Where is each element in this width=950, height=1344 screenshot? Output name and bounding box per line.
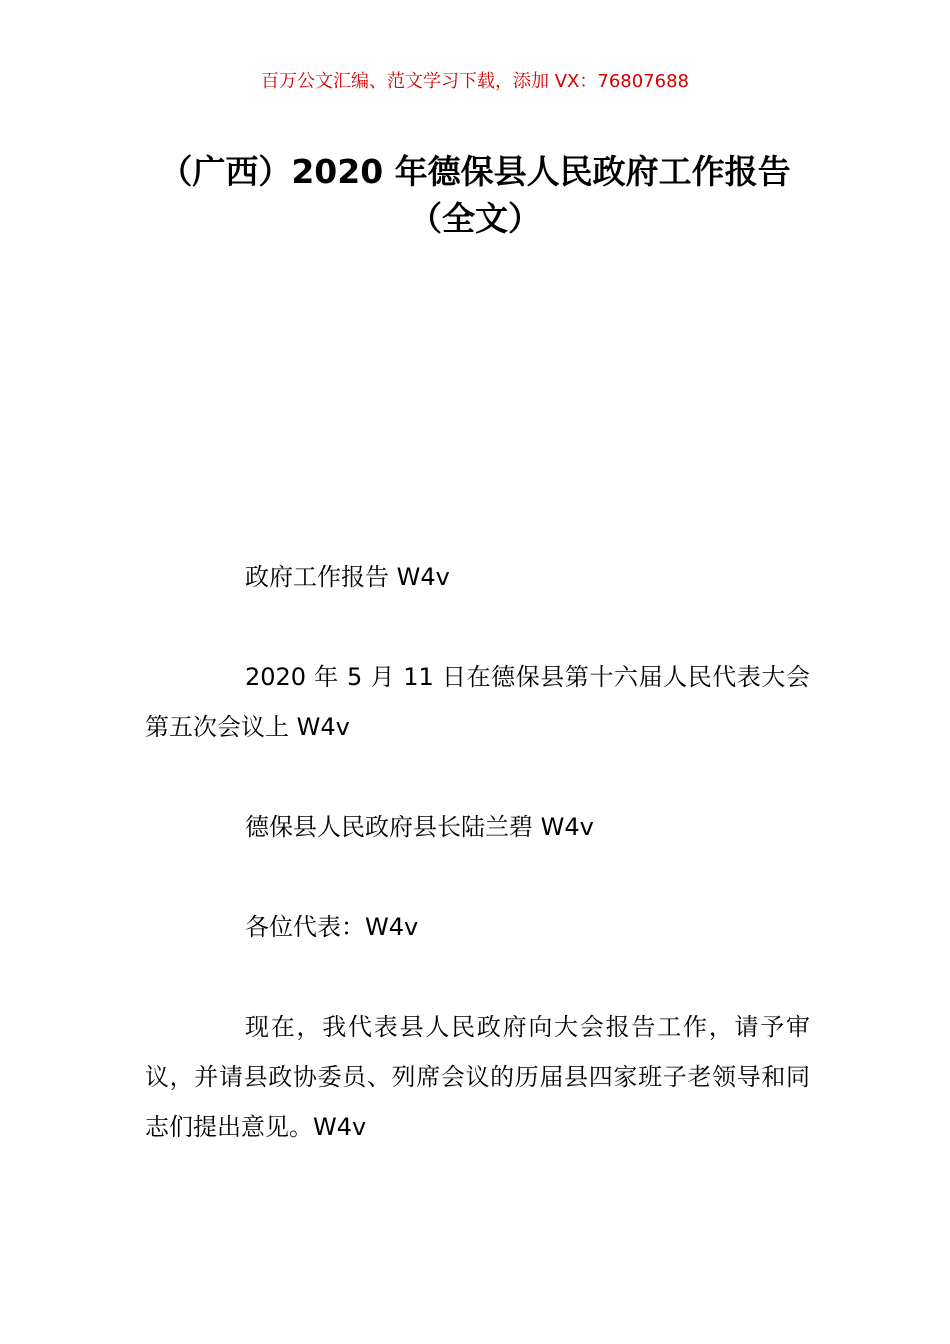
title-line-1: （广西）2020 年德保县人民政府工作报告 [159, 152, 791, 191]
header-note: 百万公文汇编、范文学习下载，添加 VX：76807688 [261, 71, 689, 92]
document-title [120, 148, 830, 242]
paragraph-salutation: 各位代表：W4v [245, 913, 419, 941]
document-body [145, 552, 810, 1202]
paragraph-opening: 现在，我代表县人民政府向大会报告工作，请予审议，并请县政协委员、列席会议的历届县四家班子老领导和同志们提出意见。W4v [145, 1013, 810, 1141]
paragraph-speaker: 德保县人民政府县长陆兰碧 W4v [245, 813, 594, 841]
paragraph-report-label: 政府工作报告 W4v [245, 563, 450, 591]
title-line-2: （全文） [409, 199, 541, 238]
paragraph-meeting-date: 2020 年 5 月 11 日在德保县第十六届人民代表大会第五次会议上 W4v [145, 663, 810, 741]
